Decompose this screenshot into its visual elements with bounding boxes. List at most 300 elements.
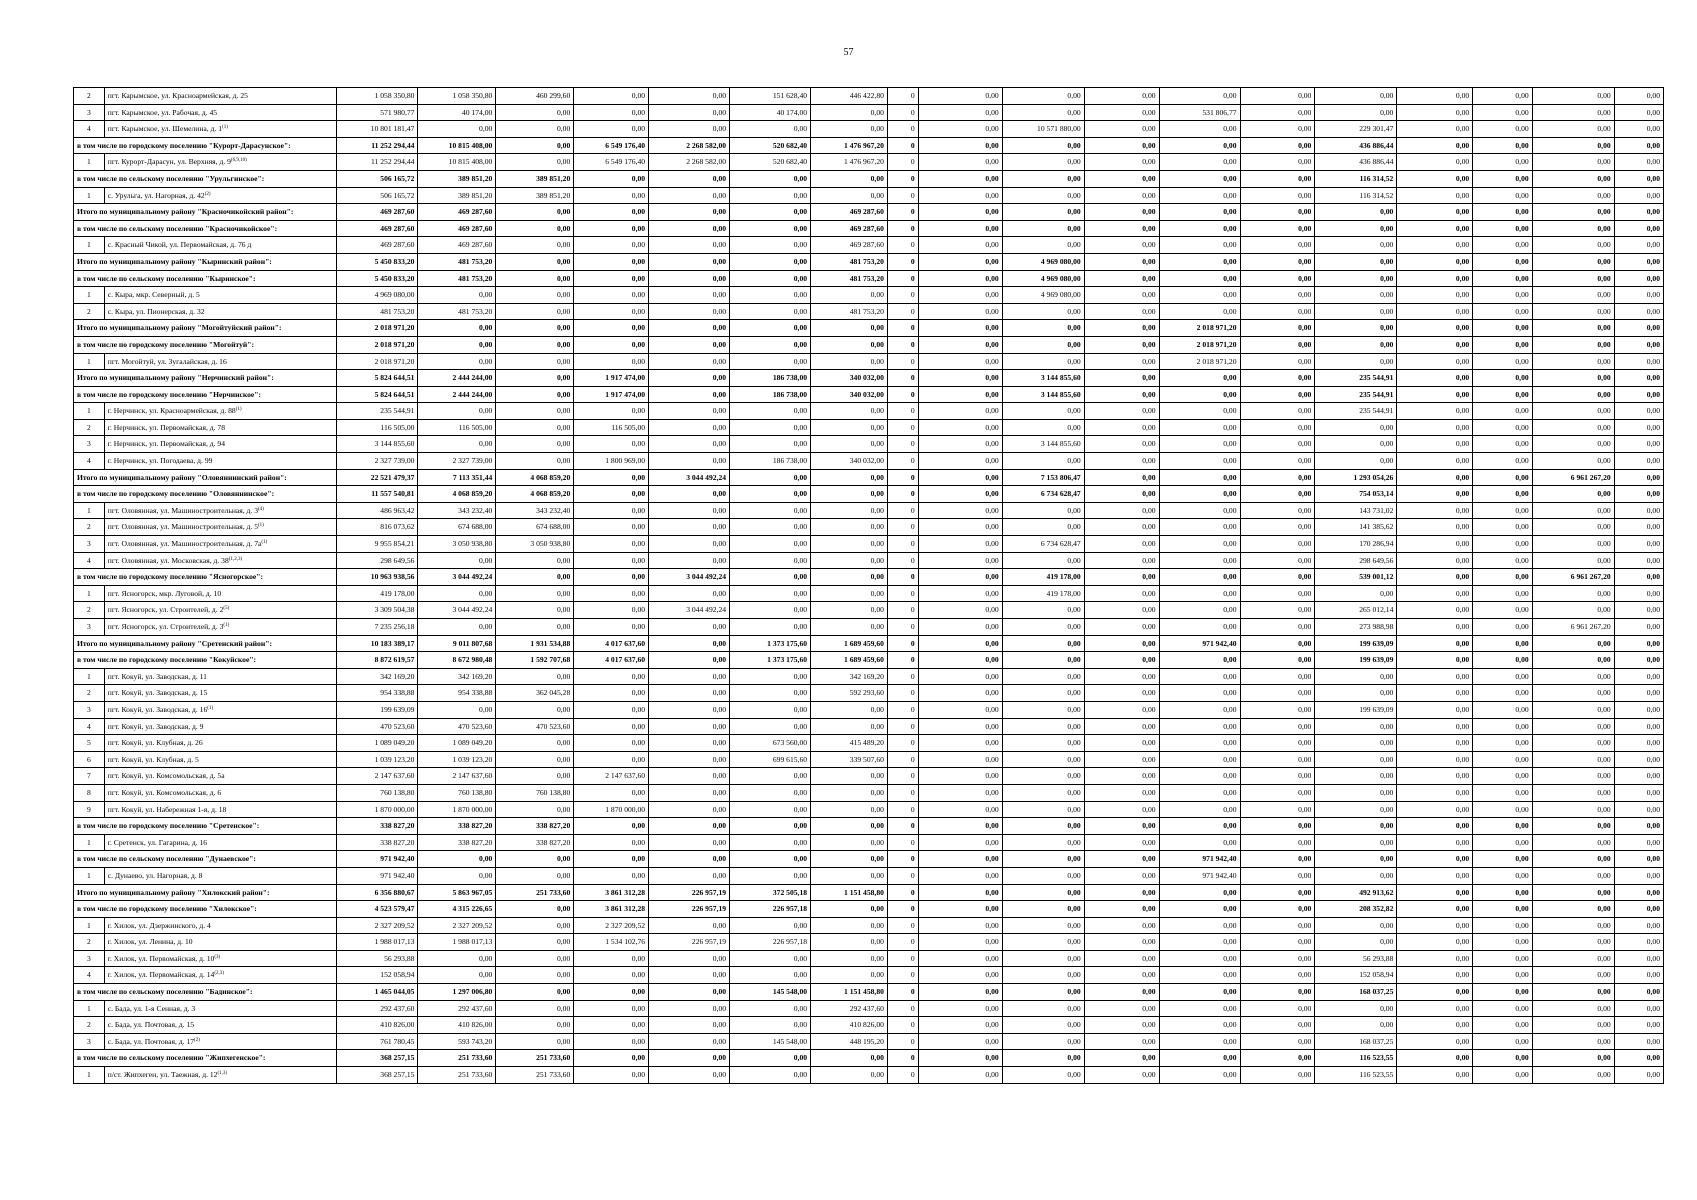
amount-cell: 0,00 xyxy=(730,834,811,851)
amount-cell: 0,00 xyxy=(1614,1067,1663,1084)
address-cell xyxy=(104,1067,337,1084)
amount-cell: 0,00 xyxy=(1240,303,1315,320)
amount-cell: 0,00 xyxy=(418,403,496,420)
amount-cell: 0,00 xyxy=(1614,353,1663,370)
amount-cell: 0,00 xyxy=(1159,685,1240,702)
table-row xyxy=(74,237,1664,254)
amount-cell: 3 861 312,28 xyxy=(574,901,649,918)
amount-cell: 2 018 971,20 xyxy=(337,353,418,370)
amount-cell: 0,00 xyxy=(1002,419,1084,436)
subtotal-label: Итого по муниципальному району "Кыринский район": xyxy=(74,253,337,270)
row-number: 4 xyxy=(74,453,105,470)
amount-cell: 0,00 xyxy=(1614,834,1663,851)
amount-cell: 0,00 xyxy=(1084,270,1159,287)
subtotal-row xyxy=(74,569,1664,586)
amount-cell: 2 444 244,00 xyxy=(418,386,496,403)
amount-cell: 0,00 xyxy=(1240,336,1315,353)
amount-cell: 0,00 xyxy=(1614,718,1663,735)
amount-cell: 0,00 xyxy=(1397,386,1473,403)
amount-cell: 0,00 xyxy=(1084,419,1159,436)
amount-cell: 0,00 xyxy=(1397,701,1473,718)
subtotal-label: Итого по муниципальному району "Красночикойский район": xyxy=(74,204,337,221)
amount-cell: 0,00 xyxy=(1002,917,1084,934)
footnote-marker: (1) xyxy=(222,125,228,131)
amount-cell: 0,00 xyxy=(1614,851,1663,868)
amount-cell: 0 xyxy=(887,552,918,569)
amount-cell: 0,00 xyxy=(918,834,1002,851)
amount-cell: 251 733,60 xyxy=(418,1067,496,1084)
amount-cell: 0,00 xyxy=(1614,685,1663,702)
amount-cell: 0,00 xyxy=(1397,718,1473,735)
amount-cell: 0,00 xyxy=(811,917,888,934)
footnote-marker: (1) xyxy=(207,705,214,711)
amount-cell: 0,00 xyxy=(574,270,649,287)
amount-cell: 40 174,00 xyxy=(730,104,811,121)
amount-cell: 0,00 xyxy=(574,718,649,735)
amount-cell: 699 615,60 xyxy=(730,751,811,768)
amount-cell: 6 356 880,67 xyxy=(337,884,418,901)
amount-cell: 0,00 xyxy=(649,834,730,851)
amount-cell: 0,00 xyxy=(649,403,730,420)
subtotal-row xyxy=(74,270,1664,287)
amount-cell: 0,00 xyxy=(730,287,811,304)
table-row xyxy=(74,917,1664,934)
subtotal-row xyxy=(74,851,1664,868)
amount-cell: 3 044 492,24 xyxy=(649,469,730,486)
amount-cell: 5 450 833,20 xyxy=(337,253,418,270)
address-cell xyxy=(104,436,337,453)
amount-cell: 0,00 xyxy=(1473,701,1532,718)
amount-cell: 0,00 xyxy=(1473,602,1532,619)
amount-cell: 469 287,60 xyxy=(418,204,496,221)
amount-cell: 0,00 xyxy=(1532,652,1614,669)
amount-cell: 0,00 xyxy=(918,486,1002,503)
amount-cell: 0,00 xyxy=(1315,718,1397,735)
address-text: пгт. Кокуй, ул. Клубная, д. 5 xyxy=(107,754,199,764)
address-cell xyxy=(104,187,337,204)
amount-cell: 0,00 xyxy=(1159,436,1240,453)
amount-cell: 116 314,52 xyxy=(1315,187,1397,204)
amount-cell: 0,00 xyxy=(1084,287,1159,304)
amount-cell: 0,00 xyxy=(811,619,888,636)
amount-cell: 0,00 xyxy=(1532,502,1614,519)
amount-cell: 0,00 xyxy=(1614,984,1663,1001)
amount-cell: 0,00 xyxy=(1315,585,1397,602)
amount-cell: 0,00 xyxy=(649,984,730,1001)
amount-cell: 2 268 582,00 xyxy=(649,154,730,171)
amount-cell: 446 422,80 xyxy=(811,88,888,105)
amount-cell: 0,00 xyxy=(730,784,811,801)
amount-cell: 0,00 xyxy=(574,867,649,884)
amount-cell: 0,00 xyxy=(1473,121,1532,138)
amount-cell: 0,00 xyxy=(811,320,888,337)
amount-cell: 0,00 xyxy=(811,768,888,785)
amount-cell: 0,00 xyxy=(811,718,888,735)
amount-cell: 0 xyxy=(887,270,918,287)
amount-cell: 0,00 xyxy=(418,336,496,353)
amount-cell: 481 753,20 xyxy=(811,253,888,270)
address-text: г. Хилок, ул. Первомайская, д. 14 xyxy=(107,970,215,980)
amount-cell: 338 827,20 xyxy=(496,834,574,851)
subtotal-label: в том числе по городскому поселению "Ясногорское": xyxy=(74,569,337,586)
amount-cell: 0,00 xyxy=(1473,502,1532,519)
amount-cell: 0,00 xyxy=(1614,403,1663,420)
amount-cell: 0,00 xyxy=(1532,701,1614,718)
amount-cell: 0,00 xyxy=(1084,884,1159,901)
amount-cell: 436 886,44 xyxy=(1315,137,1397,154)
amount-cell: 0,00 xyxy=(1614,784,1663,801)
amount-cell: 0,00 xyxy=(1315,834,1397,851)
amount-cell: 6 734 628,47 xyxy=(1002,536,1084,553)
amount-cell: 673 560,00 xyxy=(730,735,811,752)
amount-cell: 469 287,60 xyxy=(811,204,888,221)
amount-cell: 1 689 459,60 xyxy=(811,652,888,669)
amount-cell: 0,00 xyxy=(730,486,811,503)
address-text: пгт. Кокуй, ул. Набережная 1-я, д. 18 xyxy=(107,804,227,814)
amount-cell: 143 731,02 xyxy=(1315,502,1397,519)
address-text: с. Кыра, ул. Пионерская, д. 32 xyxy=(107,306,205,316)
amount-cell: 0,00 xyxy=(1397,88,1473,105)
table-row xyxy=(74,419,1664,436)
row-number: 1 xyxy=(74,353,105,370)
amount-cell: 469 287,60 xyxy=(811,220,888,237)
amount-cell: 469 287,60 xyxy=(811,237,888,254)
amount-cell: 0,00 xyxy=(1315,818,1397,835)
subtotal-row xyxy=(74,1050,1664,1067)
amount-cell: 0,00 xyxy=(1397,685,1473,702)
amount-cell: 0,00 xyxy=(1614,121,1663,138)
amount-cell: 0,00 xyxy=(918,237,1002,254)
amount-cell: 0,00 xyxy=(496,569,574,586)
amount-cell: 0,00 xyxy=(811,287,888,304)
amount-cell: 0,00 xyxy=(1159,652,1240,669)
amount-cell: 226 957,19 xyxy=(649,884,730,901)
amount-cell: 6 961 267,20 xyxy=(1532,619,1614,636)
amount-cell: 0,00 xyxy=(1532,1017,1614,1034)
amount-cell: 389 851,20 xyxy=(418,187,496,204)
amount-cell: 0,00 xyxy=(1614,220,1663,237)
amount-cell: 0,00 xyxy=(1532,436,1614,453)
amount-cell: 0,00 xyxy=(1002,204,1084,221)
amount-cell: 0,00 xyxy=(1532,635,1614,652)
amount-cell: 0,00 xyxy=(1397,486,1473,503)
amount-cell: 0,00 xyxy=(918,1017,1002,1034)
amount-cell: 0,00 xyxy=(730,619,811,636)
amount-cell: 0,00 xyxy=(1159,536,1240,553)
amount-cell: 0,00 xyxy=(1473,370,1532,387)
amount-cell: 235 544,91 xyxy=(1315,403,1397,420)
amount-cell: 0,00 xyxy=(1240,801,1315,818)
amount-cell: 410 826,00 xyxy=(811,1017,888,1034)
amount-cell: 0,00 xyxy=(1614,768,1663,785)
amount-cell: 0,00 xyxy=(1002,303,1084,320)
amount-cell: 0,00 xyxy=(1473,967,1532,984)
amount-cell: 0,00 xyxy=(1397,204,1473,221)
amount-cell: 0 xyxy=(887,801,918,818)
amount-cell: 0,00 xyxy=(1532,370,1614,387)
amount-cell: 0,00 xyxy=(1315,1017,1397,1034)
subtotal-row xyxy=(74,137,1664,154)
amount-cell: 0,00 xyxy=(1002,818,1084,835)
subtotal-label: в том числе по сельскому поселению "Жипхегенское": xyxy=(74,1050,337,1067)
amount-cell: 0 xyxy=(887,950,918,967)
amount-cell: 6 961 267,20 xyxy=(1532,569,1614,586)
address-cell xyxy=(104,237,337,254)
amount-cell: 0,00 xyxy=(918,685,1002,702)
amount-cell: 186 738,00 xyxy=(730,386,811,403)
amount-cell: 368 257,15 xyxy=(337,1067,418,1084)
footnote-marker: (3) xyxy=(214,954,221,960)
amount-cell: 0,00 xyxy=(496,104,574,121)
amount-cell: 0 xyxy=(887,287,918,304)
amount-cell: 0,00 xyxy=(574,585,649,602)
amount-cell: 0,00 xyxy=(1473,834,1532,851)
amount-cell: 0,00 xyxy=(574,170,649,187)
amount-cell: 0,00 xyxy=(811,419,888,436)
amount-cell: 8 672 980,48 xyxy=(418,652,496,669)
amount-cell: 0,00 xyxy=(811,502,888,519)
amount-cell: 0 xyxy=(887,403,918,420)
amount-cell: 0,00 xyxy=(1240,784,1315,801)
amount-cell: 0,00 xyxy=(574,950,649,967)
amount-cell: 0,00 xyxy=(496,619,574,636)
subtotal-row xyxy=(74,635,1664,652)
amount-cell: 0,00 xyxy=(1614,602,1663,619)
amount-cell: 0 xyxy=(887,735,918,752)
amount-cell: 0,00 xyxy=(1240,320,1315,337)
amount-cell: 1 297 006,80 xyxy=(418,984,496,1001)
amount-cell: 0,00 xyxy=(1397,137,1473,154)
amount-cell: 0,00 xyxy=(649,453,730,470)
amount-cell: 0,00 xyxy=(1002,403,1084,420)
amount-cell: 0,00 xyxy=(1397,585,1473,602)
amount-cell: 0,00 xyxy=(1159,801,1240,818)
amount-cell: 340 032,00 xyxy=(811,370,888,387)
amount-cell: 0,00 xyxy=(1397,867,1473,884)
amount-cell: 0,00 xyxy=(1473,901,1532,918)
amount-cell: 0,00 xyxy=(1159,901,1240,918)
amount-cell: 0,00 xyxy=(1532,519,1614,536)
amount-cell: 0 xyxy=(887,768,918,785)
subtotal-row xyxy=(74,884,1664,901)
amount-cell: 0,00 xyxy=(496,917,574,934)
amount-cell: 0,00 xyxy=(1397,818,1473,835)
row-number: 2 xyxy=(74,685,105,702)
amount-cell: 6 549 176,40 xyxy=(574,154,649,171)
amount-cell: 1 039 123,20 xyxy=(418,751,496,768)
amount-cell: 0,00 xyxy=(918,336,1002,353)
amount-cell: 8 872 619,57 xyxy=(337,652,418,669)
amount-cell: 0,00 xyxy=(1002,934,1084,951)
table-row xyxy=(74,768,1664,785)
amount-cell: 0 xyxy=(887,1033,918,1050)
amount-cell: 152 058,94 xyxy=(337,967,418,984)
amount-cell: 0,00 xyxy=(1532,237,1614,254)
amount-cell: 0 xyxy=(887,536,918,553)
amount-cell: 0 xyxy=(887,701,918,718)
amount-cell: 0,00 xyxy=(1397,469,1473,486)
amount-cell: 0,00 xyxy=(1159,834,1240,851)
amount-cell: 0,00 xyxy=(918,419,1002,436)
amount-cell: 338 827,20 xyxy=(496,818,574,835)
amount-cell: 229 301,47 xyxy=(1315,121,1397,138)
amount-cell: 971 942,40 xyxy=(1159,635,1240,652)
amount-cell: 0 xyxy=(887,453,918,470)
address-cell xyxy=(104,403,337,420)
amount-cell: 0,00 xyxy=(649,685,730,702)
amount-cell: 0,00 xyxy=(1473,419,1532,436)
amount-cell: 0,00 xyxy=(1473,751,1532,768)
amount-cell: 0,00 xyxy=(811,950,888,967)
table-row xyxy=(74,519,1664,536)
amount-cell: 116 523,55 xyxy=(1315,1050,1397,1067)
amount-cell: 0,00 xyxy=(1315,453,1397,470)
amount-cell: 0,00 xyxy=(1002,453,1084,470)
amount-cell: 954 338,88 xyxy=(337,685,418,702)
amount-cell: 0,00 xyxy=(1473,1000,1532,1017)
amount-cell: 0,00 xyxy=(496,436,574,453)
amount-cell: 0,00 xyxy=(1240,685,1315,702)
amount-cell: 0,00 xyxy=(1614,303,1663,320)
amount-cell: 0,00 xyxy=(1240,552,1315,569)
amount-cell: 0,00 xyxy=(1473,934,1532,951)
amount-cell: 9 011 807,68 xyxy=(418,635,496,652)
amount-cell: 3 144 855,60 xyxy=(1002,386,1084,403)
amount-cell: 954 338,88 xyxy=(418,685,496,702)
amount-cell: 0,00 xyxy=(811,486,888,503)
amount-cell: 1 058 350,80 xyxy=(418,88,496,105)
amount-cell: 0,00 xyxy=(1397,735,1473,752)
amount-cell: 0 xyxy=(887,784,918,801)
amount-cell: 0,00 xyxy=(811,1067,888,1084)
address-text: пгт. Оловянная, ул. Московская, д. 38 xyxy=(107,555,229,565)
amount-cell: 0,00 xyxy=(730,867,811,884)
amount-cell: 0,00 xyxy=(1397,336,1473,353)
table-row xyxy=(74,801,1664,818)
amount-cell: 251 733,60 xyxy=(496,884,574,901)
amount-cell: 486 963,42 xyxy=(337,502,418,519)
amount-cell: 3 144 855,60 xyxy=(337,436,418,453)
amount-cell: 0,00 xyxy=(1002,950,1084,967)
table-row xyxy=(74,685,1664,702)
amount-cell: 0 xyxy=(887,867,918,884)
amount-cell: 0,00 xyxy=(649,253,730,270)
subtotal-row xyxy=(74,486,1664,503)
amount-cell: 0,00 xyxy=(1397,569,1473,586)
amount-cell: 0,00 xyxy=(1473,718,1532,735)
amount-cell: 0,00 xyxy=(1240,154,1315,171)
amount-cell: 0,00 xyxy=(1473,884,1532,901)
amount-cell: 0,00 xyxy=(1473,635,1532,652)
amount-cell: 0,00 xyxy=(1614,751,1663,768)
amount-cell: 0,00 xyxy=(496,801,574,818)
amount-cell: 0,00 xyxy=(1084,751,1159,768)
amount-cell: 0,00 xyxy=(1159,619,1240,636)
amount-cell: 0,00 xyxy=(1397,950,1473,967)
amount-cell: 0,00 xyxy=(918,735,1002,752)
amount-cell: 0,00 xyxy=(418,353,496,370)
amount-cell: 0,00 xyxy=(1614,1000,1663,1017)
amount-cell: 0,00 xyxy=(1084,901,1159,918)
amount-cell: 0,00 xyxy=(918,1033,1002,1050)
amount-cell: 0,00 xyxy=(1159,1000,1240,1017)
amount-cell: 0,00 xyxy=(918,170,1002,187)
amount-cell: 0,00 xyxy=(1614,735,1663,752)
amount-cell: 0,00 xyxy=(1397,170,1473,187)
amount-cell: 760 138,80 xyxy=(337,784,418,801)
amount-cell: 0,00 xyxy=(1159,718,1240,735)
amount-cell: 11 557 540,81 xyxy=(337,486,418,503)
amount-cell: 0,00 xyxy=(649,950,730,967)
amount-cell: 0 xyxy=(887,419,918,436)
amount-cell: 0,00 xyxy=(1002,701,1084,718)
row-number: 4 xyxy=(74,967,105,984)
amount-cell: 0,00 xyxy=(918,784,1002,801)
amount-cell: 0,00 xyxy=(1240,934,1315,951)
amount-cell: 273 988,98 xyxy=(1315,619,1397,636)
amount-cell: 0,00 xyxy=(1532,154,1614,171)
address-cell xyxy=(104,502,337,519)
amount-cell: 7 113 351,44 xyxy=(418,469,496,486)
amount-cell: 0,00 xyxy=(1084,170,1159,187)
amount-cell: 0,00 xyxy=(1315,801,1397,818)
amount-cell: 0,00 xyxy=(1084,602,1159,619)
amount-cell: 235 544,91 xyxy=(1315,386,1397,403)
amount-cell: 0,00 xyxy=(496,137,574,154)
amount-cell: 481 753,20 xyxy=(337,303,418,320)
amount-cell: 10 815 408,00 xyxy=(418,154,496,171)
amount-cell: 0,00 xyxy=(730,818,811,835)
amount-cell: 1 293 054,26 xyxy=(1315,469,1397,486)
amount-cell: 0 xyxy=(887,1017,918,1034)
amount-cell: 0,00 xyxy=(1084,950,1159,967)
amount-cell: 0,00 xyxy=(649,1067,730,1084)
amount-cell: 0,00 xyxy=(1240,1017,1315,1034)
amount-cell: 0,00 xyxy=(1002,668,1084,685)
subtotal-label: Итого по муниципальному району "Могойтуйский район": xyxy=(74,320,337,337)
amount-cell: 0,00 xyxy=(918,950,1002,967)
amount-cell: 265 012,14 xyxy=(1315,602,1397,619)
amount-cell: 226 957,19 xyxy=(649,934,730,951)
amount-cell: 0,00 xyxy=(496,950,574,967)
amount-cell: 0 xyxy=(887,486,918,503)
amount-cell: 0,00 xyxy=(418,701,496,718)
address-cell xyxy=(104,934,337,951)
amount-cell: 0,00 xyxy=(574,403,649,420)
amount-cell: 0,00 xyxy=(1084,536,1159,553)
amount-cell: 4 969 080,00 xyxy=(337,287,418,304)
amount-cell: 0,00 xyxy=(1614,154,1663,171)
amount-cell: 0 xyxy=(887,88,918,105)
amount-cell: 0,00 xyxy=(730,917,811,934)
table-row xyxy=(74,1067,1664,1084)
amount-cell: 0,00 xyxy=(1614,917,1663,934)
amount-cell: 0,00 xyxy=(1084,469,1159,486)
amount-cell: 0,00 xyxy=(1614,867,1663,884)
amount-cell: 0,00 xyxy=(1159,88,1240,105)
amount-cell: 0,00 xyxy=(1084,735,1159,752)
amount-cell: 3 861 312,28 xyxy=(574,884,649,901)
amount-cell: 292 437,60 xyxy=(337,1000,418,1017)
amount-cell: 0,00 xyxy=(1397,917,1473,934)
amount-cell: 0 xyxy=(887,237,918,254)
amount-cell: 760 138,80 xyxy=(418,784,496,801)
amount-cell: 0,00 xyxy=(1159,469,1240,486)
amount-cell: 4 068 859,20 xyxy=(418,486,496,503)
amount-cell: 0,00 xyxy=(1397,104,1473,121)
amount-cell: 1 800 969,00 xyxy=(574,453,649,470)
amount-cell: 4 523 579,47 xyxy=(337,901,418,918)
